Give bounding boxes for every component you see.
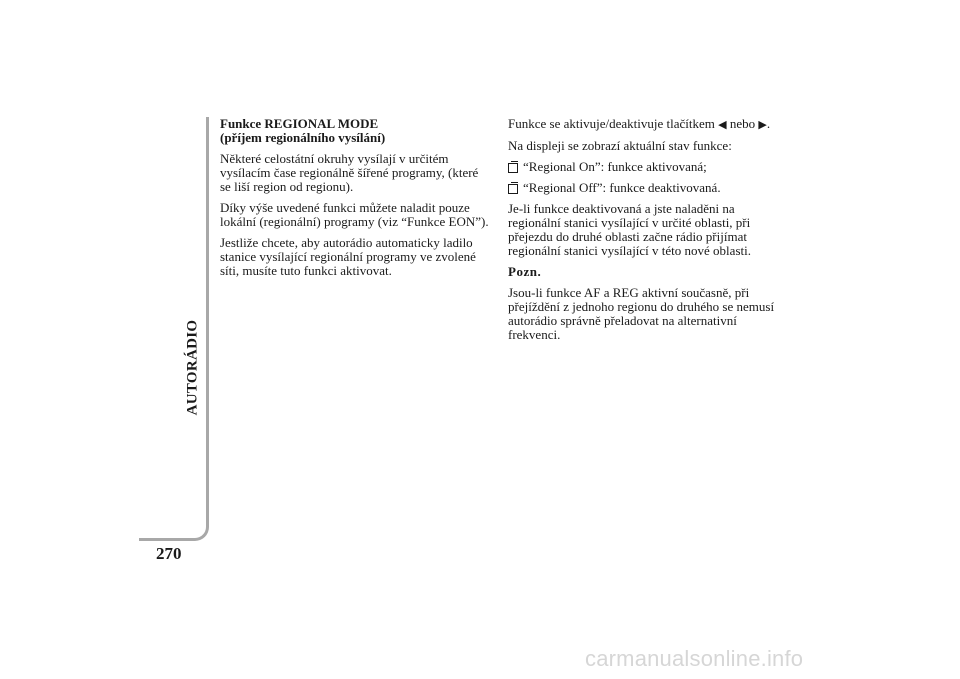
activation-text-or: nebo [729,116,756,131]
list-item-text: “Regional On”: funkce aktivovaná; [523,159,707,174]
triangle-right-icon: ▶ [758,119,767,131]
note-heading: Pozn. [508,264,542,279]
activation-text: Funkce se aktivuje/deaktivuje tlačítkem [508,116,715,131]
deactivated-paragraph: Je-li funkce deaktivovaná a jste naladěni na regionální stanici vysílající v určité oblasti, při přejezdu do druhé oblasti začne rádio přijímat regionální stanici vysílající v této nové oblasti. [508,201,751,258]
display-intro: Na displeji se zobrazí aktuální stav funkce: [508,138,732,153]
list-item-text: “Regional Off”: funkce deaktivovaná. [523,180,721,195]
paragraph: Některé celostátní okruhy vysílají v určitém vysílacím čase regionálně šířené programy, (které se liší region od regionu). [220,151,479,194]
checkbox-bullet-icon [508,184,518,194]
list-item [508,160,790,174]
activation-text-end: . [766,116,771,131]
note-text: Jsou-li funkce AF a REG aktivní současně, při přejíždění z jednoho regionu do druhého se nemusí autorádio správně přeladovat na alternativní frekvenci. [508,285,775,342]
section-subheading: (příjem regionálního vysílání) [220,130,386,145]
paragraph: Jestliže chcete, aby autorádio automaticky ladilo stanice vysílající regionální programy ve zvolené síti, musíte tuto funkci aktivovat. [220,235,476,278]
section-tab [181,312,205,422]
activation-paragraph [508,117,790,132]
right-column [508,117,790,349]
left-column [220,117,492,285]
triangle-left-icon: ◀ [718,119,727,131]
paragraph: Díky výše uvedené funkci můžete naladit pouze lokální (regionální) programy (viz “Funkce EON”). [220,200,489,229]
section-heading: Funkce REGIONAL MODE [220,116,379,131]
list-item [508,181,790,195]
section-label: AUTORÁDIO [184,319,201,415]
checkbox-bullet-icon [508,163,518,173]
page-number: 270 [156,544,182,563]
watermark: carmanualsonline.info [585,646,804,671]
